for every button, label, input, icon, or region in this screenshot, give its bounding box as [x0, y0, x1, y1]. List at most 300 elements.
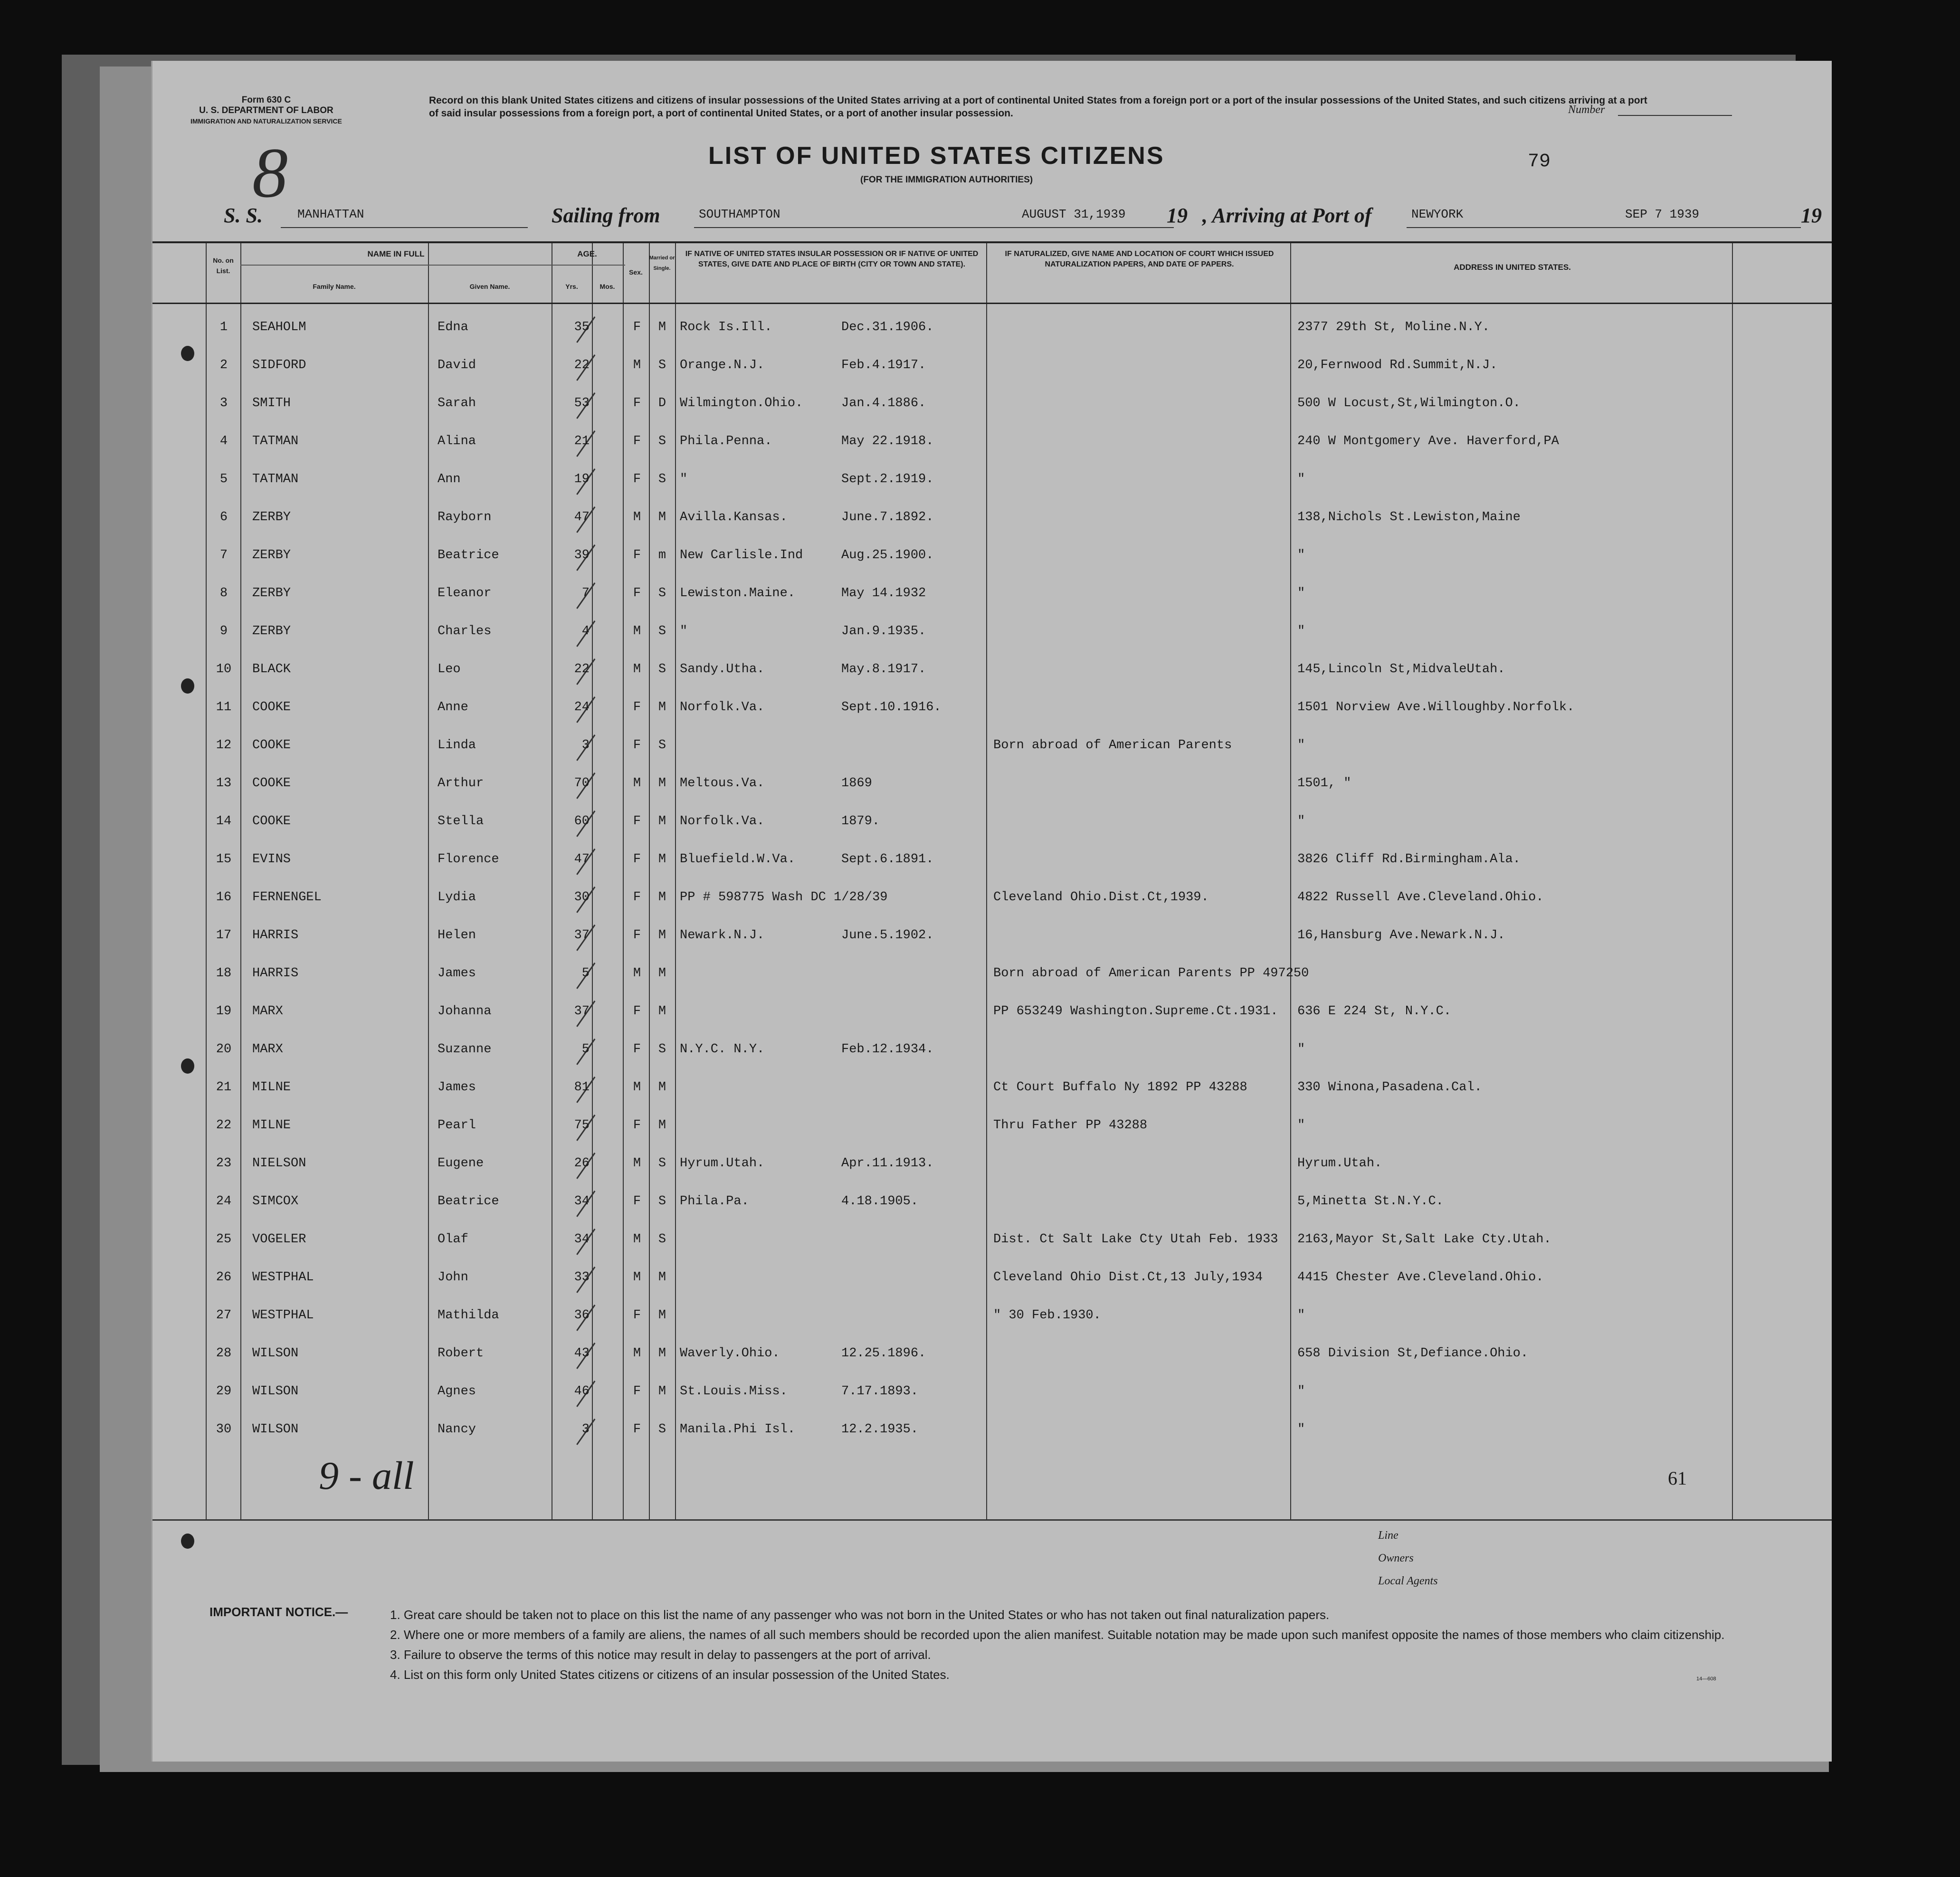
table-row	[152, 467, 1832, 503]
table-row	[152, 429, 1832, 465]
given-name: Helen	[438, 928, 476, 943]
family-name: TATMAN	[252, 434, 299, 448]
age-years: 3	[581, 738, 590, 753]
birth-date: 7.17.1893.	[841, 1384, 919, 1399]
sex: F	[633, 700, 641, 715]
marital-status: M	[658, 814, 666, 829]
birth-date: May 22.1918.	[841, 434, 934, 448]
marital-status: S	[658, 624, 666, 638]
marital-status: M	[658, 1118, 666, 1133]
agents-label: Local Agents	[1378, 1575, 1438, 1587]
table-row	[152, 809, 1832, 845]
birth-place: St.Louis.Miss.	[680, 1384, 788, 1399]
birth-place: Lewiston.Maine.	[680, 586, 796, 600]
family-name: COOKE	[252, 814, 291, 829]
table-row	[152, 1379, 1832, 1415]
birth-place: Waverly.Ohio.	[680, 1346, 780, 1361]
given-name: Eugene	[438, 1156, 484, 1171]
marital-status: S	[658, 472, 666, 486]
sex: M	[633, 966, 641, 981]
sex: M	[633, 358, 641, 372]
given-name: James	[438, 966, 476, 981]
birth-date: 1879.	[841, 814, 880, 829]
sex: M	[633, 776, 641, 791]
naturalization: Born abroad of American Parents	[993, 738, 1232, 753]
age-years: 24	[574, 700, 590, 715]
given-name: Mathilda	[438, 1308, 499, 1323]
record-instructions: Record on this blank United States citizens and citizens of insular possessions of the United States arriving at a port of continental United States from a foreign port or a port of the insular possessions of the United States, and such citizens arriving at a port of said insular possessions from a foreign port, a port of continental United States, or a port of another insular possession.	[429, 95, 1647, 119]
age-years: 3	[581, 1422, 590, 1437]
birth-place: Phila.Pa.	[680, 1194, 749, 1209]
marital-status: M	[658, 1080, 666, 1095]
age-years: 37	[574, 928, 590, 943]
age-years: 34	[574, 1194, 590, 1209]
given-name: James	[438, 1080, 476, 1095]
list-number: 29	[216, 1384, 232, 1399]
list-number: 21	[216, 1080, 232, 1095]
list-number: 18	[216, 966, 232, 981]
sex: M	[633, 1232, 641, 1247]
birth-date: 12.2.1935.	[841, 1422, 919, 1437]
family-name: HARRIS	[252, 928, 299, 943]
family-name: WILSON	[252, 1346, 299, 1361]
given-name: Suzanne	[438, 1042, 492, 1057]
age-years: 33	[574, 1270, 590, 1285]
total-count: 61	[1668, 1467, 1687, 1489]
age-years: 22	[574, 662, 590, 676]
table-row	[152, 391, 1832, 427]
birth-date: Feb.12.1934.	[841, 1042, 934, 1057]
birth-place: "	[680, 624, 688, 638]
sex: M	[633, 1270, 641, 1285]
sex: F	[633, 1004, 641, 1019]
address: 4415 Chester Ave.Cleveland.Ohio.	[1297, 1270, 1544, 1285]
birth-date: 12.25.1896.	[841, 1346, 926, 1361]
given-name: Edna	[438, 320, 468, 334]
naturalization: " 30 Feb.1930.	[993, 1308, 1101, 1323]
notice-body	[390, 1605, 1782, 1685]
table-row	[152, 771, 1832, 807]
given-name: Nancy	[438, 1422, 476, 1437]
table-row	[152, 1151, 1832, 1187]
list-number: 11	[216, 700, 232, 715]
age-years: 75	[574, 1118, 590, 1133]
given-name: Ann	[438, 472, 461, 486]
table-row	[152, 1075, 1832, 1111]
address: 16,Hansburg Ave.Newark.N.J.	[1297, 928, 1505, 943]
sex: M	[633, 1156, 641, 1171]
naturalization: PP 653249 Washington.Supreme.Ct.1931.	[993, 1004, 1278, 1019]
sex: F	[633, 1042, 641, 1057]
address: 330 Winona,Pasadena.Cal.	[1297, 1080, 1482, 1095]
port-to: NEWYORK	[1411, 207, 1464, 221]
form-number: Form 630 C	[241, 95, 291, 105]
marital-status: D	[658, 396, 666, 410]
list-number: 5	[219, 472, 228, 486]
list-number: 7	[219, 548, 228, 562]
marital-status: M	[658, 1004, 666, 1019]
family-name: COOKE	[252, 776, 291, 791]
list-number: 26	[216, 1270, 232, 1285]
col-given: Given Name.	[469, 283, 510, 290]
table-row	[152, 1189, 1832, 1225]
birth-date: 4.18.1905.	[841, 1194, 919, 1209]
birth-place: "	[680, 472, 688, 486]
age-years: 34	[574, 1232, 590, 1247]
age-years: 22	[574, 358, 590, 372]
age-years: 30	[574, 890, 590, 905]
year-1: 19	[1167, 204, 1188, 227]
list-number: 24	[216, 1194, 232, 1209]
family-name: MARX	[252, 1004, 283, 1019]
address: "	[1297, 1118, 1305, 1133]
list-number: 28	[216, 1346, 232, 1361]
address: 658 Division St,Defiance.Ohio.	[1297, 1346, 1529, 1361]
address: "	[1297, 624, 1305, 638]
table-row	[152, 1037, 1832, 1073]
birth-place: Avilla.Kansas.	[680, 510, 788, 524]
list-number: 10	[216, 662, 232, 676]
notice-4: 4. List on this form only United States citizens or citizens of an insular possession of the United States.	[390, 1667, 950, 1682]
birth-place: Wilmington.Ohio.	[680, 396, 803, 410]
birth-place: Rock Is.Ill.	[680, 320, 772, 334]
marital-status: S	[658, 586, 666, 600]
birth-place: Bluefield.W.Va.	[680, 852, 796, 867]
service-name: IMMIGRATION AND NATURALIZATION SERVICE	[190, 117, 342, 125]
family-name: WESTPHAL	[252, 1270, 314, 1285]
list-number: 30	[216, 1422, 232, 1437]
address: "	[1297, 472, 1305, 486]
birth-date: May.8.1917.	[841, 662, 926, 676]
given-name: Leo	[438, 662, 461, 676]
age-years: 37	[574, 1004, 590, 1019]
table-row	[152, 1227, 1832, 1263]
arriving-label: , Arriving at Port of	[1202, 204, 1372, 227]
arrival-date: SEP 7 1939	[1625, 207, 1700, 221]
birth-date: Feb.4.1917.	[841, 358, 926, 372]
sex: F	[633, 472, 641, 486]
age-years: 7	[581, 586, 590, 600]
address: 20,Fernwood Rd.Summit,N.J.	[1297, 358, 1498, 372]
family-name: SIMCOX	[252, 1194, 299, 1209]
table-row	[152, 353, 1832, 389]
given-name: Johanna	[438, 1004, 492, 1019]
birth-place: Meltous.Va.	[680, 776, 765, 791]
table-row	[152, 1303, 1832, 1339]
sex: F	[633, 548, 641, 562]
address: 500 W Locust,St,Wilmington.O.	[1297, 396, 1521, 410]
year-2: 19	[1801, 204, 1822, 227]
notice-title: IMPORTANT NOTICE.—	[209, 1605, 348, 1619]
line-label: Line	[1378, 1529, 1399, 1542]
voyage-line	[224, 203, 1822, 232]
address: "	[1297, 548, 1305, 562]
table-row	[152, 1341, 1832, 1377]
sex: F	[633, 890, 641, 905]
marital-status: M	[658, 1270, 666, 1285]
table-row	[152, 733, 1832, 769]
sex: F	[633, 320, 641, 334]
list-number: 9	[219, 624, 228, 638]
naturalization: Dist. Ct Salt Lake Cty Utah Feb. 1933	[993, 1232, 1278, 1247]
punch-hole	[181, 1534, 194, 1549]
family-name: NIELSON	[252, 1156, 306, 1171]
marital-status: S	[658, 1232, 666, 1247]
given-name: Pearl	[438, 1118, 476, 1133]
age-years: 36	[574, 1308, 590, 1323]
list-number: 14	[216, 814, 232, 829]
marital-status: S	[658, 358, 666, 372]
age-years: 5	[581, 1042, 590, 1057]
birth-place: New Carlisle.Ind	[680, 548, 803, 562]
marital-status: M	[658, 852, 666, 867]
birth-date: Jan.9.1935.	[841, 624, 926, 638]
sex: F	[633, 1384, 641, 1399]
table-row	[152, 314, 1832, 351]
list-number: 16	[216, 890, 232, 905]
family-name: ZERBY	[252, 510, 291, 524]
birth-place: Orange.N.J.	[680, 358, 765, 372]
address: "	[1297, 1422, 1305, 1437]
given-name: David	[438, 358, 476, 372]
department-name: U. S. DEPARTMENT OF LABOR	[199, 105, 333, 115]
list-number: 25	[216, 1232, 232, 1247]
ship-name: MANHATTAN	[297, 207, 364, 221]
given-name: Olaf	[438, 1232, 468, 1247]
col-name-in-full: NAME IN FULL	[367, 249, 425, 258]
birth-date: Sept.10.1916.	[841, 700, 942, 715]
table-row	[152, 999, 1832, 1035]
marital-status: S	[658, 1156, 666, 1171]
address: 2163,Mayor St,Salt Lake Cty.Utah.	[1297, 1232, 1551, 1247]
sex: F	[633, 928, 641, 943]
col-address: ADDRESS IN UNITED STATES.	[1454, 263, 1571, 272]
family-name: COOKE	[252, 738, 291, 753]
list-number: 27	[216, 1308, 232, 1323]
birth-date: Sept.6.1891.	[841, 852, 934, 867]
marital-status: M	[658, 890, 666, 905]
address: 1501, "	[1297, 776, 1351, 791]
list-number: 1	[219, 320, 228, 334]
family-name: VOGELER	[252, 1232, 306, 1247]
naturalization: Cleveland Ohio.Dist.Ct,1939.	[993, 890, 1209, 905]
table-row	[152, 961, 1832, 997]
page-title: LIST OF UNITED STATES CITIZENS	[708, 142, 1165, 170]
address: 240 W Montgomery Ave. Haverford,PA	[1297, 434, 1559, 448]
family-name: MILNE	[252, 1080, 291, 1095]
birth-date: Dec.31.1906.	[841, 320, 934, 334]
naturalization: Thru Father PP 43288	[993, 1118, 1148, 1133]
family-name: WILSON	[252, 1384, 299, 1399]
address: 2377 29th St, Moline.N.Y.	[1297, 320, 1490, 334]
family-name: SEAHOLM	[252, 320, 306, 334]
birth-date: 1869	[841, 776, 872, 791]
passenger-table	[152, 241, 1832, 1519]
sex: M	[633, 510, 641, 524]
birth-place: Sandy.Utha.	[680, 662, 765, 676]
family-name: MARX	[252, 1042, 283, 1057]
sex: F	[633, 434, 641, 448]
list-number: 12	[216, 738, 232, 753]
given-name: John	[438, 1270, 468, 1285]
birth-date: Sept.2.1919.	[841, 472, 934, 486]
table-row	[152, 543, 1832, 579]
handwritten-note: 9 - all	[319, 1454, 414, 1498]
address: 145,Lincoln St,MidvaleUtah.	[1297, 662, 1505, 676]
family-name: BLACK	[252, 662, 291, 676]
sex: F	[633, 1194, 641, 1209]
notice-1: 1. Great care should be taken not to place on this list the name of any passenger who was not born in the United States or who has not taken out final naturalization papers.	[390, 1608, 1330, 1622]
marital-status: S	[658, 738, 666, 753]
family-name: WESTPHAL	[252, 1308, 314, 1323]
family-name: COOKE	[252, 700, 291, 715]
list-number: 4	[219, 434, 228, 448]
form-id	[190, 95, 342, 126]
table-row	[152, 923, 1832, 959]
age-years: 47	[574, 510, 590, 524]
family-name: FERNENGEL	[252, 890, 322, 905]
col-family: Family Name.	[313, 283, 356, 290]
list-number: 13	[216, 776, 232, 791]
owners-label: Owners	[1378, 1552, 1414, 1564]
age-years: 81	[574, 1080, 590, 1095]
birth-place: Hyrum.Utah.	[680, 1156, 765, 1171]
sex: M	[633, 1346, 641, 1361]
family-name: MILNE	[252, 1118, 291, 1133]
page-number: 79	[1528, 151, 1551, 172]
col-age: AGE.	[577, 249, 597, 258]
table-row	[152, 885, 1832, 921]
age-years: 4	[581, 624, 590, 638]
marital-status: M	[658, 510, 666, 524]
marital-status: M	[658, 1384, 666, 1399]
sex: F	[633, 1118, 641, 1133]
family-name: ZERBY	[252, 548, 291, 562]
table-row	[152, 1113, 1832, 1149]
table-body	[152, 314, 1832, 1478]
family-name: WILSON	[252, 1422, 299, 1437]
marital-status: M	[658, 776, 666, 791]
address: 5,Minetta St.N.Y.C.	[1297, 1194, 1444, 1209]
family-name: SIDFORD	[252, 358, 306, 372]
col-yrs: Yrs.	[565, 283, 578, 290]
handwritten-mark: 8	[252, 133, 288, 212]
sex: F	[633, 1308, 641, 1323]
table-row	[152, 1265, 1832, 1301]
birth-place: N.Y.C. N.Y.	[680, 1042, 765, 1057]
marital-status: S	[658, 662, 666, 676]
table-row	[152, 505, 1832, 541]
birth-place: PP # 598775 Wash DC 1/28/39	[680, 890, 888, 905]
age-years: 35	[574, 320, 590, 334]
given-name: Arthur	[438, 776, 484, 791]
port-from-underline	[694, 227, 1174, 228]
birth-place: Manila.Phi Isl.	[680, 1422, 796, 1437]
family-name: ZERBY	[252, 586, 291, 600]
sex: M	[633, 624, 641, 638]
marital-status: S	[658, 1422, 666, 1437]
naturalization: Cleveland Ohio Dist.Ct,13 July,1934	[993, 1270, 1263, 1285]
age-years: 43	[574, 1346, 590, 1361]
age-years: 60	[574, 814, 590, 829]
given-name: Linda	[438, 738, 476, 753]
list-number: 19	[216, 1004, 232, 1019]
birth-date: Jan.4.1886.	[841, 396, 926, 410]
list-number: 6	[219, 510, 228, 524]
age-years: 26	[574, 1156, 590, 1171]
page-subtitle: (FOR THE IMMIGRATION AUTHORITIES)	[860, 175, 1033, 185]
given-name: Eleanor	[438, 586, 492, 600]
sex: F	[633, 852, 641, 867]
notice-3: 3. Failure to observe the terms of this notice may result in delay to passengers at the port of arrival.	[390, 1648, 931, 1662]
age-years: 5	[581, 966, 590, 981]
age-years: 47	[574, 852, 590, 867]
given-name: Robert	[438, 1346, 484, 1361]
port-from: SOUTHAMPTON	[699, 207, 780, 221]
given-name: Sarah	[438, 396, 476, 410]
list-number: 8	[219, 586, 228, 600]
birth-place: Newark.N.J.	[680, 928, 765, 943]
list-number: 23	[216, 1156, 232, 1171]
birth-date: June.7.1892.	[841, 510, 934, 524]
port-to-underline	[1407, 227, 1801, 228]
marital-status: S	[658, 1194, 666, 1209]
sex: F	[633, 814, 641, 829]
departure-date: AUGUST 31,1939	[1022, 207, 1126, 221]
col-married: Married or Single.	[649, 255, 675, 271]
col-sex: Sex.	[629, 268, 643, 276]
family-name: EVINS	[252, 852, 291, 867]
list-number: 2	[219, 358, 228, 372]
given-name: Beatrice	[438, 1194, 499, 1209]
sailing-label: Sailing from	[552, 204, 660, 227]
address: 138,Nichols St.Lewiston,Maine	[1297, 510, 1521, 524]
list-number: 17	[216, 928, 232, 943]
age-years: 39	[574, 548, 590, 562]
number-label: Number	[1568, 104, 1605, 116]
naturalization: Ct Court Buffalo Ny 1892 PP 43288	[993, 1080, 1247, 1095]
birth-date: May 14.1932	[841, 586, 926, 600]
sex: F	[633, 396, 641, 410]
given-name: Stella	[438, 814, 484, 829]
address: "	[1297, 586, 1305, 600]
given-name: Beatrice	[438, 548, 499, 562]
family-name: TATMAN	[252, 472, 299, 486]
birth-place: Norfolk.Va.	[680, 814, 765, 829]
address: 636 E 224 St, N.Y.C.	[1297, 1004, 1452, 1019]
list-number: 15	[216, 852, 232, 867]
age-years: 53	[574, 396, 590, 410]
given-name: Rayborn	[438, 510, 492, 524]
marital-status: M	[658, 966, 666, 981]
table-row	[152, 657, 1832, 693]
marital-status: M	[658, 1346, 666, 1361]
address: 4822 Russell Ave.Cleveland.Ohio.	[1297, 890, 1544, 905]
ss-label: S. S.	[224, 204, 263, 227]
given-name: Agnes	[438, 1384, 476, 1399]
age-years: 46	[574, 1384, 590, 1399]
address: Hyrum.Utah.	[1297, 1156, 1382, 1171]
marital-status: S	[658, 434, 666, 448]
age-years: 19	[574, 472, 590, 486]
address: "	[1297, 1384, 1305, 1399]
table-row	[152, 619, 1832, 655]
naturalization: Born abroad of American Parents PP 497250	[993, 966, 1309, 981]
given-name: Alina	[438, 434, 476, 448]
sex: M	[633, 662, 641, 676]
family-name: ZERBY	[252, 624, 291, 638]
table-row	[152, 695, 1832, 731]
